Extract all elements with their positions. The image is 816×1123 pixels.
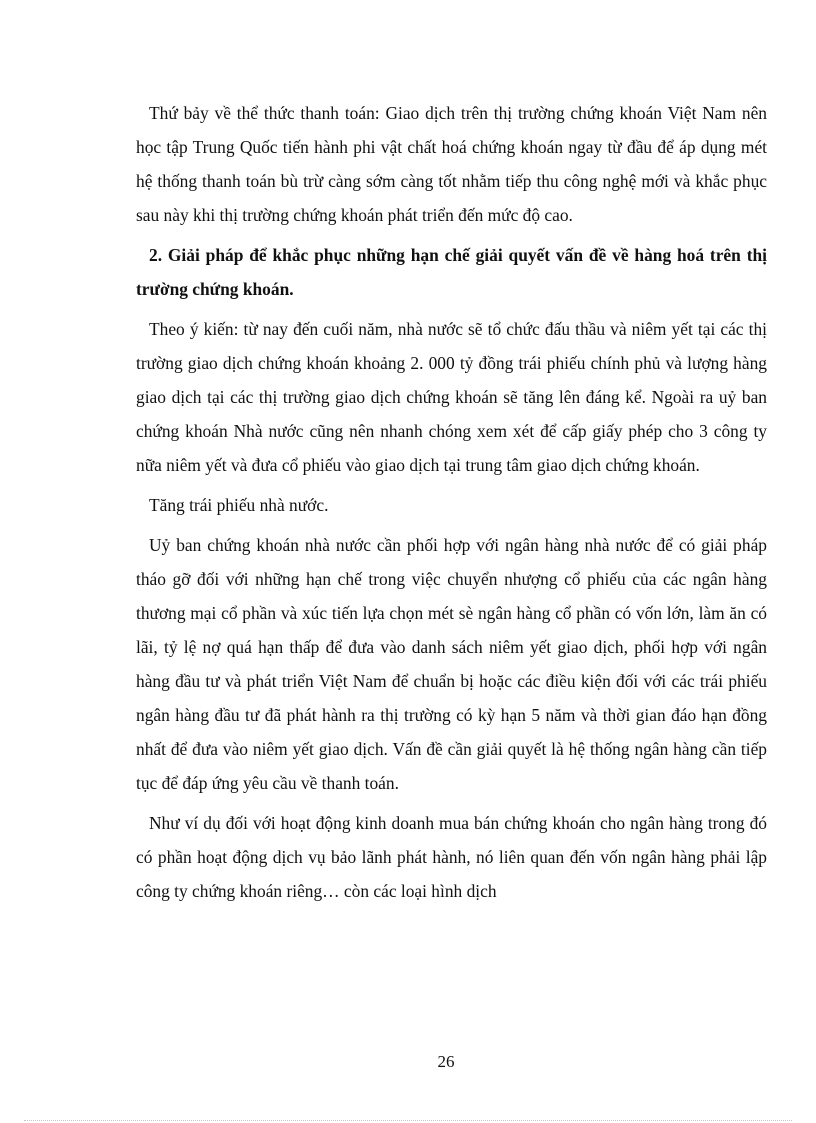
paragraph-payment-method: Thứ bảy về thể thức thanh toán: Giao dịch trên thị trường chứng khoán Việt Nam nên học tập Trung Quốc tiến hành phi vật chất hoá chứng khoán ngay từ đầu để áp dụng mét hệ thống thanh toán bù trừ càng sớm càng tốt nhằm tiếp thu công nghệ mới và khắc phục sau này khi thị trường chứng khoán phát triển đến mức độ cao. — [136, 103, 767, 225]
paragraph-opinion: Theo ý kiến: từ nay đến cuối năm, nhà nước sẽ tổ chức đấu thầu và niêm yết tại các thị trường giao dịch chứng khoán khoảng 2. 000 tỷ đồng trái phiếu chính phủ và lượng hàng giao dịch tại các thị trường giao dịch chứng khoán sẽ tăng lên đáng kể. Ngoài ra uỷ ban chứng khoán Nhà nước cũng nên nhanh chóng xem xét để cấp giấy phép cho 3 công ty nữa niêm yết và đưa cổ phiếu vào giao dịch tại trung tâm giao dịch chứng khoán. — [136, 319, 767, 475]
section-heading-solutions: 2. Giải pháp để khắc phục những hạn chế giải quyết vấn đề về hàng hoá trên thị trường chứng khoán. — [136, 245, 767, 299]
paragraph-example: Như ví dụ đối với hoạt động kinh doanh mua bán chứng khoán cho ngân hàng trong đó có phần hoạt động dịch vụ bảo lãnh phát hành, nó liên quan đến vốn ngân hàng phải lập công ty chứng khoán riêng… còn các loại hình dịch — [136, 813, 767, 901]
document-page — [136, 96, 767, 908]
paragraph-securities-committee: Uỷ ban chứng khoán nhà nước cần phối hợp với ngân hàng nhà nước để có giải pháp tháo gỡ đối với những hạn chế trong việc chuyển nhượng cổ phiếu của các ngân hàng thương mại cổ phần và xúc tiến lựa chọn mét sè ngân hàng cổ phần có vốn lớn, làm ăn có lãi, tỷ lệ nợ quá hạn thấp để đưa vào danh sách niêm yết giao dịch, phối hợp với ngân hàng đầu tư và phát triển Việt Nam để chuẩn bị hoặc các điều kiện đối với các trái phiếu ngân hàng đầu tư đã phát hành ra thị trường có kỳ hạn 5 năm và thời gian đáo hạn đồng nhất để đưa vào niêm yết giao dịch. Vấn đề cần giải quyết là hệ thống ngân hàng cần tiếp tục để đáp ứng yêu cầu về thanh toán. — [136, 535, 767, 793]
page-number: 26 — [437, 1052, 455, 1071]
paragraph-increase-bonds: Tăng trái phiếu nhà nước. — [149, 495, 329, 515]
footer-dotted-rule — [24, 1120, 792, 1121]
